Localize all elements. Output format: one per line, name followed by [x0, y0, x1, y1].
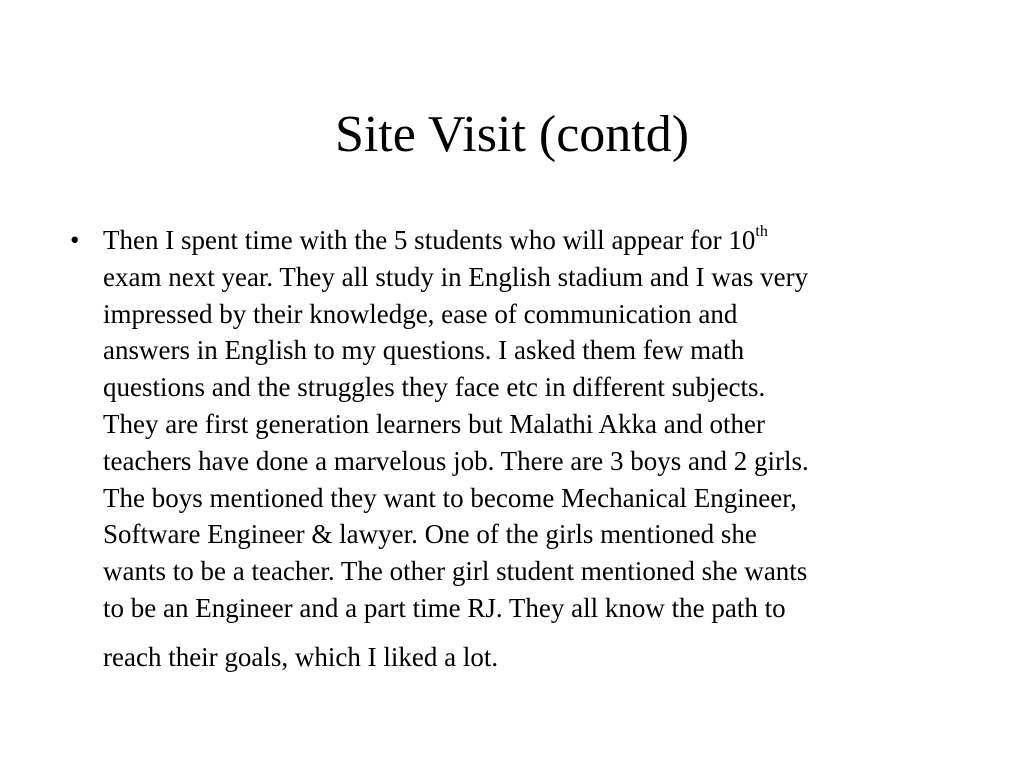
slide-title: Site Visit (contd) — [334, 106, 690, 163]
bullet-line-5: questions and the struggles they face etc in different subjects. — [103, 372, 766, 403]
ordinal-superscript: th — [755, 223, 768, 240]
bullet-line-6: They are first generation learners but Malathi Akka and other — [103, 408, 766, 439]
bullet-item — [70, 222, 920, 676]
bullet-line-10: wants to be a teacher. The other girl student mentioned she wants — [103, 556, 808, 587]
bullet-line-4: answers in English to my questions. I asked them few math — [103, 335, 745, 366]
bullet-marker: • — [70, 225, 80, 255]
bullet-line-9: Software Engineer & lawyer. One of the girls mentioned she — [103, 519, 757, 550]
bullet-line-3: impressed by their knowledge, ease of communication and — [103, 298, 738, 329]
bullet-line-1 — [103, 222, 920, 259]
bullet-line-11: to be an Engineer and a part time RJ. They all know the path to — [103, 592, 786, 623]
bullet-line-8: The boys mentioned they want to become Mechanical Engineer, — [103, 482, 797, 513]
bullet-line-2: exam next year. They all study in English stadium and I was very — [103, 261, 809, 292]
bullet-list — [70, 222, 920, 676]
bullet-line-7: teachers have done a marvelous job. There are 3 boys and 2 girls. — [103, 445, 809, 476]
bullet-line-1-text: Then I spent time with the 5 students who will appear for 10 — [103, 225, 756, 255]
bullet-line-12: reach their goals, which I liked a lot. — [103, 641, 499, 672]
